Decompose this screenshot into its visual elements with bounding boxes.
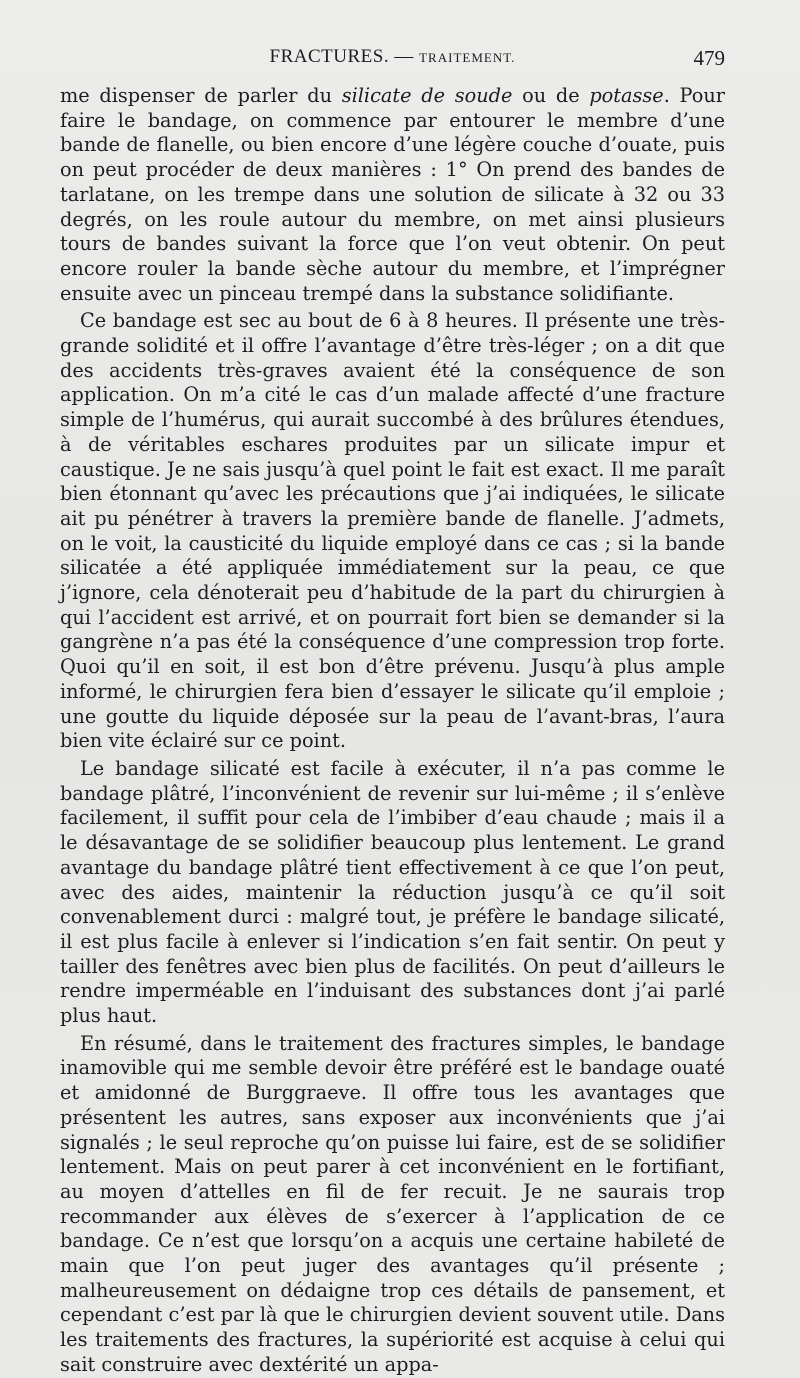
paragraph-1 <box>60 84 725 306</box>
page-number: 479 <box>693 46 725 70</box>
running-head-title: FRACTURES. — <box>269 46 420 67</box>
paragraph-1-mid: ou de <box>512 84 590 107</box>
paragraph-1-end: . Pour faire le bandage, on commence par entourer le membre d’une bande de flanelle, ou bien encore d’une légère couche d’ouate, puis on peut procéder de deux manières : 1° On prend des bandes de tarlatane, on les trempe dans une solution de silicate à 32 ou 33 degrés, on les roule autour du membre, on met ainsi plusieurs tours de bandes suivant la force que l’on veut obtenir. On peut encore rouler la bande sèche autour du membre, et l’imprégner ensuite avec un pinceau trempé dans la substance solidifiante. <box>60 84 725 305</box>
running-head-subtitle: TRAITEMENT. <box>419 50 516 65</box>
running-head <box>60 46 725 68</box>
emphasis-potasse: potasse <box>589 84 664 107</box>
paragraph-3: Le bandage silicaté est facile à exécuter, il n’a pas comme le bandage plâtré, l’inconvénient de revenir sur lui-même ; il s’enlève facilement, il suffit pour cela de l’imbiber d’eau chaude ; mais il a le désavantage de se solidifier beaucoup plus lentement. Le grand avantage du bandage plâtré tient effectivement à ce que l’on peut, avec des aides, maintenir la réduction jusqu’à ce qu’il soit convenablement durci : malgré tout, je préfère le bandage silicaté, il est plus facile à enlever si l’indication s’en fait sentir. On peut y tailler des fenêtres avec bien plus de facilités. On peut d’ailleurs le rendre imperméable en l’induisant des substances dont j’ai parlé plus haut. <box>60 756 725 1028</box>
page-header <box>60 46 725 76</box>
paragraph-1-start: me dispenser de parler du <box>60 84 342 107</box>
page-body <box>60 84 725 1378</box>
paragraph-4: En résumé, dans le traitement des fractures simples, le bandage inamovible qui me semble devoir être préféré est le bandage ouaté et amidonné de Burggraeve. Il offre tous les avantages que présentent les autres, sans exposer aux inconvénients que j’ai signalés ; le seul reproche qu’on puisse lui faire, est de se solidifier lentement. Mais on peut parer à cet inconvénient en le fortifiant, au moyen d’attelles en fil de fer recuit. Je ne saurais trop recommander aux élèves de s’exercer à l’application de ce bandage. Ce n’est que lorsqu’on a acquis une certaine habileté de main que l’on peut juger des avantages qu’il présente ; malheureusement on dédaigne trop ces détails de pansement, et cependant c’est par là que le chirurgien devient souvent utile. Dans les traitements des fractures, la supériorité est acquise à celui qui sait construire avec dextérité un appa- <box>60 1031 725 1376</box>
paragraph-2: Ce bandage est sec au bout de 6 à 8 heures. Il présente une très-grande solidité et il offre l’avantage d’être très-léger ; on a dit que des accidents très-graves avaient été la conséquence de son application. On m’a cité le cas d’un malade affecté d’une fracture simple de l’humérus, qui aurait succombé à des brûlures étendues, à de véritables eschares produites par un silicate impur et caustique. Je ne sais jusqu’à quel point le fait est exact. Il me paraît bien étonnant qu’avec les précautions que j’ai indiquées, le silicate ait pu pénétrer à travers la première bande de flanelle. J’admets, on le voit, la causticité du liquide employé dans ce cas ; si la bande silicatée a été appliquée immédiatement sur la peau, ce que j’ignore, cela dénoterait peu d’habitude de la part du chirurgien à qui l’accident est arrivé, et on pourrait fort bien se demander si la gangrène n’a pas été la conséquence d’une compression trop forte. Quoi qu’il en soit, il est bon d’être prévenu. Jusqu’à plus ample informé, le chirurgien fera bien d’essayer le silicate qu’il emploie ; une goutte du liquide déposée sur la peau de l’avant-bras, l’aura bien vite éclairé sur ce point. <box>60 309 725 753</box>
emphasis-silicate: silicate de soude <box>341 84 513 107</box>
